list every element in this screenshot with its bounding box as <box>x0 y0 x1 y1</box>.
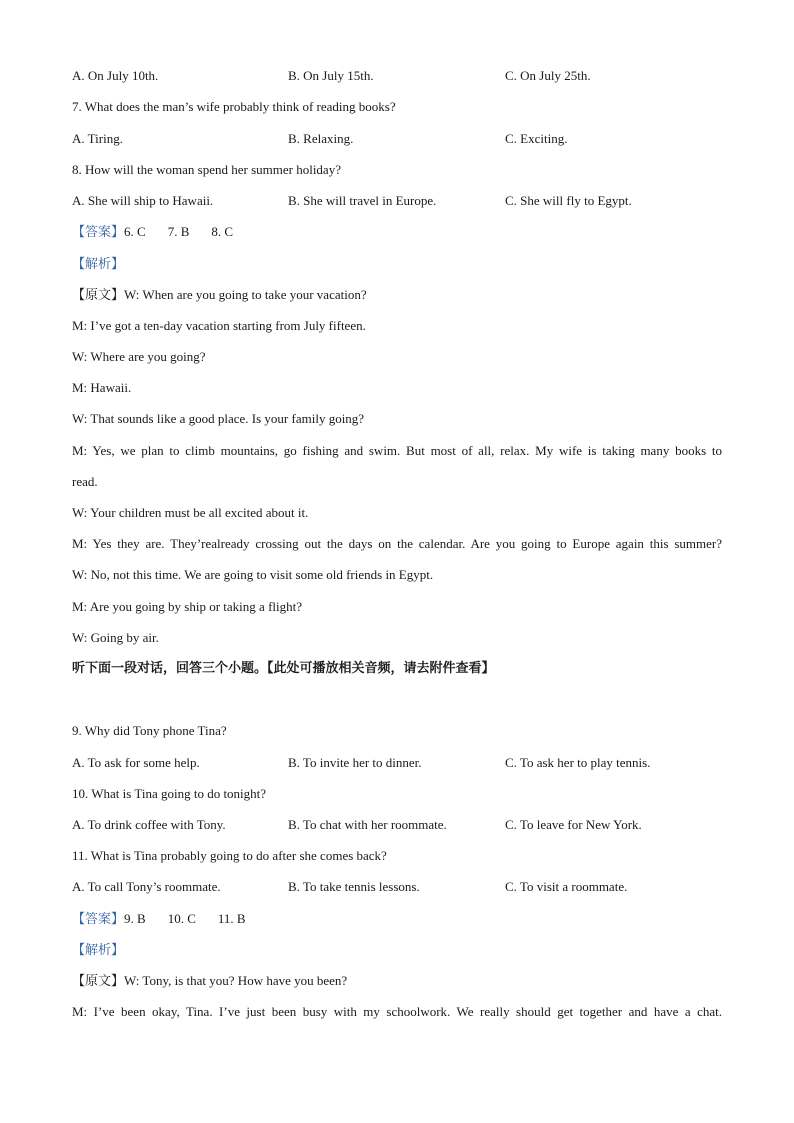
answer-item: 9. B <box>124 911 146 926</box>
section-intro: 听下面一段对话，回答三个小题。【此处可播放相关音频，请去附件查看】 <box>72 661 495 676</box>
analysis-line-1 <box>72 256 124 273</box>
q7-option-b: B. Relaxing. <box>288 131 354 146</box>
q11-question: 11. What is Tina probably going to do after she comes back? <box>72 848 387 863</box>
q10-options <box>72 817 724 833</box>
q10-question: 10. What is Tina going to do tonight? <box>72 786 267 801</box>
q7-options <box>72 131 724 147</box>
q8-question: 8. How will the woman spend her summer holiday? <box>72 162 341 177</box>
transcript-line <box>72 973 347 990</box>
analysis-tag: 【解析】 <box>72 257 125 272</box>
q10-option-a: A. To drink coffee with Tony. <box>72 817 226 832</box>
document-page <box>72 0 724 1123</box>
dialogue-line: W: Your children must be all excited about it. <box>72 505 309 520</box>
dialogue-line: W: That sounds like a good place. Is your family going? <box>72 411 365 426</box>
q10-option-c: C. To leave for New York. <box>505 817 642 832</box>
analysis-line-2 <box>72 942 124 959</box>
q7-option-a: A. Tiring. <box>72 131 123 146</box>
q11-option-c: C. To visit a roommate. <box>505 879 628 894</box>
q10-option-b: B. To chat with her roommate. <box>288 817 447 832</box>
q11-options <box>72 879 724 895</box>
q8-option-b: B. She will travel in Europe. <box>288 193 437 208</box>
q11-option-a: A. To call Tony’s roommate. <box>72 879 221 894</box>
dialogue-line: M: I’ve been okay, Tina. I’ve just been busy with my schoolwork. We really should get together and have a chat. <box>72 1004 722 1019</box>
answer-tag: 【答案】 <box>72 912 125 927</box>
dialogue-line: W: When are you going to take your vacation? <box>124 287 367 302</box>
answer-item: 10. C <box>167 911 196 926</box>
answer-line-1 <box>72 224 233 241</box>
dialogue-line: M: Yes, we plan to climb mountains, go fishing and swim. But most of all, relax. My wife is taking many books to <box>72 443 722 458</box>
answer-item: 7. B <box>167 224 190 239</box>
dialogue-line: M: Hawaii. <box>72 380 132 395</box>
q8-option-a: A. She will ship to Hawaii. <box>72 193 214 208</box>
dialogue-line: M: Yes they are. They’realready crossing out the days on the calendar. Are you going to Europe again this summer? <box>72 536 722 551</box>
q6-options <box>72 68 724 84</box>
q6-option-a: A. On July 10th. <box>72 68 159 83</box>
answer-item: 8. C <box>211 224 234 239</box>
answer-line-2 <box>72 911 246 928</box>
transcript-tag: 【原文】 <box>72 974 125 989</box>
q7-question: 7. What does the man’s wife probably think of reading books? <box>72 99 396 114</box>
q11-option-b: B. To take tennis lessons. <box>288 879 420 894</box>
q6-option-c: C. On July 25th. <box>505 68 591 83</box>
q8-option-c: C. She will fly to Egypt. <box>505 193 632 208</box>
dialogue-line: M: I’ve got a ten-day vacation starting from July fifteen. <box>72 318 366 333</box>
dialogue-line: W: Where are you going? <box>72 349 206 364</box>
transcript-tag: 【原文】 <box>72 288 125 303</box>
dialogue-line: read. <box>72 474 98 489</box>
answer-tag: 【答案】 <box>72 225 125 240</box>
q9-option-b: B. To invite her to dinner. <box>288 755 422 770</box>
q6-option-b: B. On July 15th. <box>288 68 374 83</box>
q9-question: 9. Why did Tony phone Tina? <box>72 723 227 738</box>
dialogue-line: W: Going by air. <box>72 630 159 645</box>
dialogue-line: M: Are you going by ship or taking a flight? <box>72 599 303 614</box>
q9-options <box>72 755 724 771</box>
dialogue-line: W: No, not this time. We are going to visit some old friends in Egypt. <box>72 567 434 582</box>
q7-option-c: C. Exciting. <box>505 131 568 146</box>
answer-item: 11. B <box>217 911 246 926</box>
transcript-line <box>72 287 367 304</box>
q8-options <box>72 193 724 209</box>
analysis-tag: 【解析】 <box>72 943 125 958</box>
dialogue-line: W: Tony, is that you? How have you been? <box>124 973 348 988</box>
answer-item: 6. C <box>124 224 146 239</box>
q9-option-c: C. To ask her to play tennis. <box>505 755 651 770</box>
q9-option-a: A. To ask for some help. <box>72 755 200 770</box>
